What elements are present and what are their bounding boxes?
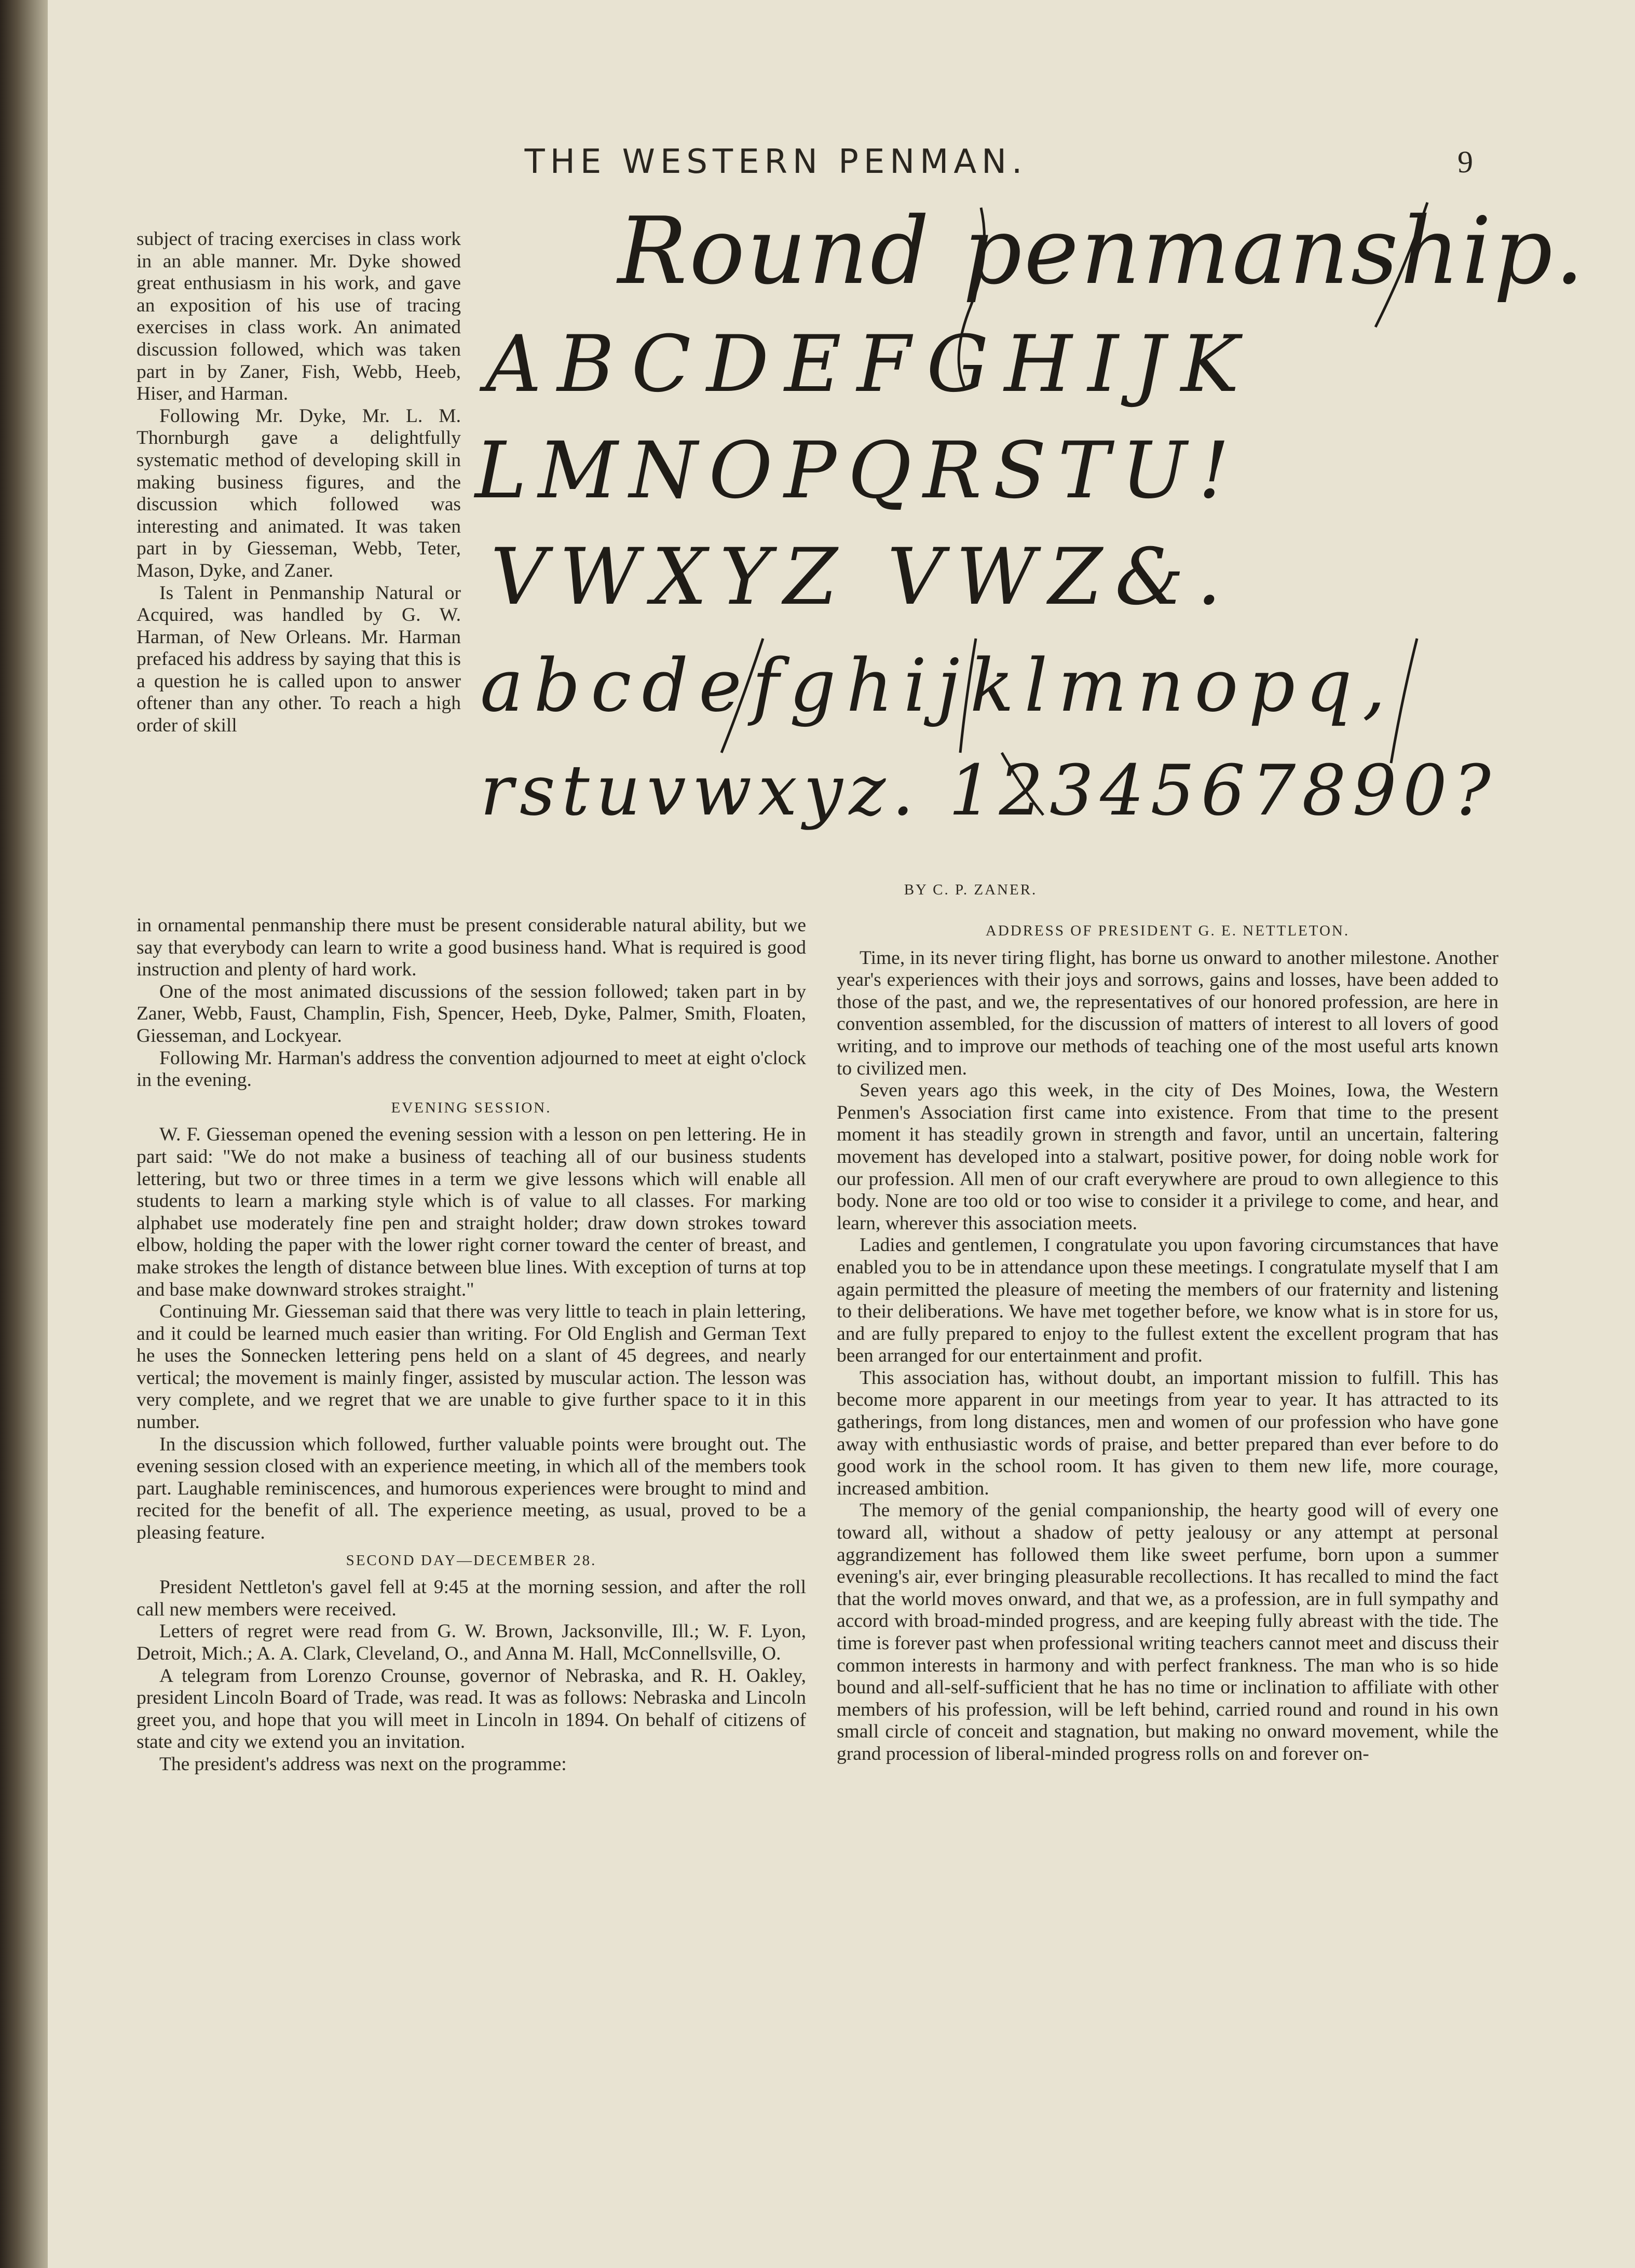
page-header-title: THE WESTERN PENMAN. — [524, 143, 1028, 181]
specimen-flourish-strokes — [452, 192, 1516, 867]
specimen-byline: BY C. P. ZANER. — [904, 881, 1038, 898]
paragraph: subject of tracing exercises in class work in an able manner. Mr. Dyke showed great enthusiasm in his work, and gave an exposition of his use of tracing exercises in class work. An animated discussion followed, which was taken part in by Zaner, Fish, Webb, Heeb, Hiser, and Harman. — [137, 228, 461, 405]
section-heading-address: ADDRESS OF PRESIDENT G. E. NETTLETON. — [985, 922, 1350, 939]
paragraph: Following Mr. Dyke, Mr. L. M. Thornburgh gave a delightfully systematic method of developing skill in making business figures, and the discussion which followed was interesting and animated. It was taken part in by Giesseman, Webb, Teter, Mason, Dyke, and Zaner. — [137, 405, 461, 581]
paragraph: W. F. Giesseman opened the evening session with a lesson on pen lettering. He in part said: "We do not make a business of teaching all of our business students lettering, but two or three times in a term we give lessons which will enable all students to learn a marking style which is of value to all classes. For marking alphabet use moderately fine pen and straight holder; draw down strokes toward elbow, holding the paper with the lower right corner toward the center of breast, and make strokes the length of distance between blue lines. With exception of turns at top and base make downward strokes straight." — [137, 1124, 806, 1300]
right-column — [837, 915, 1498, 1765]
section-heading-second-day: SECOND DAY—DECEMBER 28. — [346, 1552, 597, 1569]
paragraph: In the discussion which followed, further valuable points were brought out. The evening session closed with an experience meeting, in which all of the members took part. Laughable reminiscences, and humorous experiences were brought to mind and recited for the benefit of all. The experience meeting, as usual, proved to be a pleasing feature. — [137, 1433, 806, 1544]
paragraph: in ornamental penmanship there must be present considerable natural ability, but we say that everybody can learn to write a good business hand. What is required is good instruction and plenty of hard work. — [137, 915, 806, 981]
paragraph: One of the most animated discussions of the session followed; taken part in by Zaner, Webb, Faust, Champlin, Fish, Spencer, Heeb, Dyke, Palmer, Smith, Floaten, Giesseman, and Lockyear. — [137, 981, 806, 1047]
section-heading-evening: EVENING SESSION. — [391, 1099, 552, 1116]
left-column-top — [137, 228, 461, 737]
paragraph: Time, in its never tiring flight, has borne us onward to another milestone. Another year's experiences with their joys and sorrows, gains and losses, have been added to those of the past, and we, the representatives of our honored profession, are here in convention assembled, for the discussion of matters of interest to all lovers of good writing, and to improve our methods of teaching one of the most useful arts known to civilized men. — [837, 947, 1498, 1079]
left-column-bottom — [137, 915, 806, 1776]
specimen-capitals-row-1: ABCDEFGHIJK — [485, 319, 1255, 410]
paragraph: Letters of regret were read from G. W. Brown, Jacksonville, Ill.; W. F. Lyon, Detroit, Mich.; A. A. Clark, Cleveland, O., and Anna M. Hall, McConnellsville, O. — [137, 1621, 806, 1664]
specimen-capitals-row-2: LMNOPQRSTU! — [475, 426, 1241, 516]
specimen-lowercase-numerals-row: rstuvwxyz. 1234567890? — [480, 750, 1497, 831]
paragraph: Following Mr. Harman's address the convention adjourned to meet at eight o'clock in the evening. — [137, 1047, 806, 1091]
page-number: 9 — [1457, 145, 1473, 179]
specimen-lowercase-row: abcdefghijklmnopq, — [480, 644, 1396, 728]
paragraph: Ladies and gentlemen, I congratulate you upon favoring circumstances that have enabled you to be in attendance upon these meetings. I congratulate myself that I am again permitted the pleasure of meeting the members of our fraternity and listening to their deliberations. We have met together before, we know what is in store for us, and are fully prepared to enjoy to the fullest extent the excellent program that has been arranged for our entertainment and profit. — [837, 1234, 1498, 1367]
paragraph: President Nettleton's gavel fell at 9:45 at the morning session, and after the roll call new members were received. — [137, 1577, 806, 1620]
paragraph: This association has, without doubt, an important mission to fulfill. This has become more apparent in our meetings from year to year. It has attracted to its gatherings, from long distances, men and women of our profession who have gone away with enthusiastic words of praise, and better prepared than ever before to do good work in the school room. It has given to them new life, more courage, increased ambition. — [837, 1367, 1498, 1499]
book-spine-shadow — [0, 0, 48, 2268]
paragraph: The memory of the genial companionship, the hearty good will of every one toward all, without a shadow of petty jealousy or any attempt at personal aggrandizement has followed them like sweet perfume, born upon a summer evening's air, ever bringing pleasurable recollections. It has recalled to mind the fact that the world moves onward, and that we, as a profession, are in full sympathy and accord with broad-minded progress, and are keeping fully abreast with the tide. The time is forever past when professional writing teachers cannot meet and discuss their common interests in harmony and with perfect frankness. The man who is so hide bound and all-self-sufficient that he has no time or inclination to affiliate with other members of his profession, will be left behind, carried round and round in his own small circle of conceit and stagnation, but making no onward movement, while the grand procession of liberal-minded progress rolls on and forever on- — [837, 1500, 1498, 1764]
paragraph: A telegram from Lorenzo Crounse, governor of Nebraska, and R. H. Oakley, president Lincoln Board of Trade, was read. It was as follows: Nebraska and Lincoln greet you, and hope that you will meet in Lincoln in 1894. On behalf of citizens of state and city we extend you an invitation. — [137, 1665, 806, 1753]
specimen-capitals-row-3: VWXYZ VWZ&. — [491, 532, 1234, 622]
paragraph: The president's address was next on the programme: — [159, 1753, 567, 1775]
specimen-title: Round penmanship. — [618, 197, 1586, 305]
paragraph: Is Talent in Penmanship Natural or Acquired, was handled by G. W. Harman, of New Orleans. Mr. Harman prefaced his address by saying that this is a question he is called upon to answer oftener than any other. To reach a high order of skill — [137, 582, 461, 737]
paragraph: Seven years ago this week, in the city of Des Moines, Iowa, the Western Penmen's Association first came into existence. From that time to the present moment it has steadily grown in strength and favor, until an uncertain, faltering movement has developed into a stalwart, positive power, for doing noble work for our profession. All men of our craft everywhere are proud to own allegience to this body. None are too old or too wise to consider it a privilege to come, and hear, and learn, wherever this association meets. — [837, 1080, 1498, 1234]
paragraph: Continuing Mr. Giesseman said that there was very little to teach in plain lettering, and it could be learned much easier than writing. For Old English and German Text he uses the Sonnecken lettering pens held on a slant of 45 degrees, and nearly vertical; the movement is mainly finger, assisted by muscular action. The lesson was very complete, and we regret that we are unable to give further space to it in this number. — [137, 1301, 806, 1433]
